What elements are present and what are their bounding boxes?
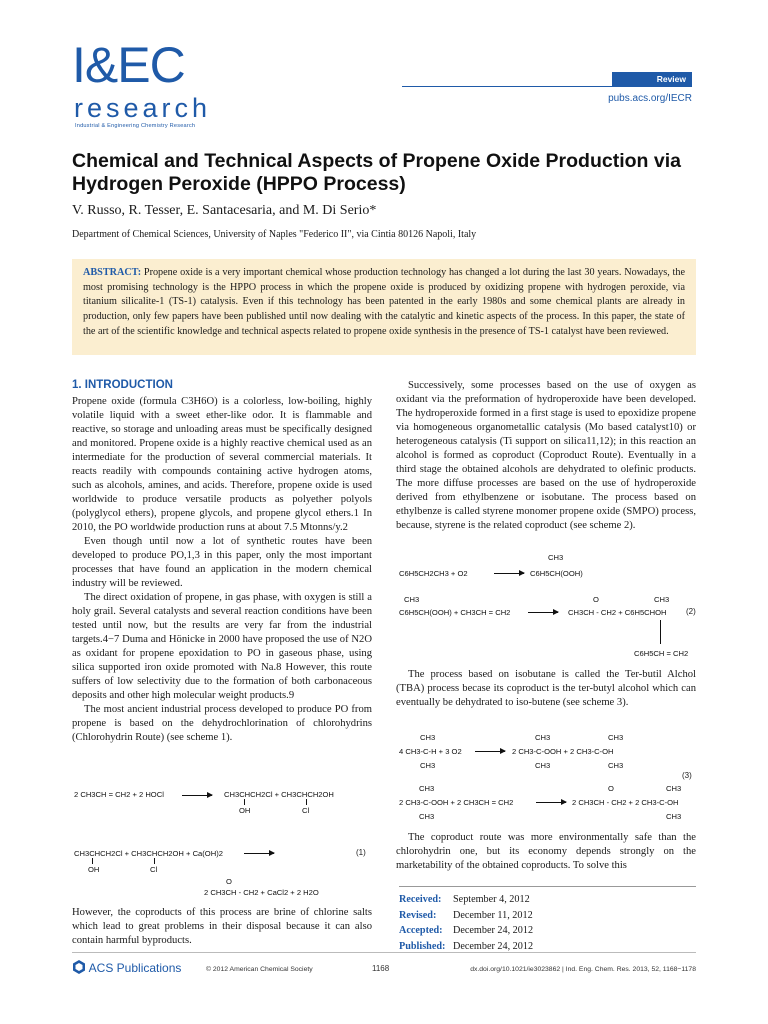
- reaction-arrow: [494, 573, 524, 574]
- received-label: Received:: [399, 894, 442, 905]
- journal-logo-research: research: [74, 93, 212, 123]
- scheme2-r1-top: CH3: [548, 553, 564, 562]
- scheme1-r1-cl: Cl: [302, 806, 310, 815]
- revised-label: Revised:: [399, 909, 437, 921]
- bond-line: [244, 799, 245, 805]
- paragraph: Successively, some processes based on the use of oxygen as oxidant via the preformation of hydroperoxide have been developed. The hydroperoxide formed in a first stage is used to epoxidize propene via homogeneous organometallic catalysis (Mo based catalyst10) or heterogeneous catalysis (Ti support on silica11,12); in this reaction an alcohol is formed as coproduct (Coproduct Route). Eventually in a third stage the obtained alcohols are dehydrated to olefinic products. The more diffuse processes are based on the use of hydroperoxide derived from ethylbenzene or isobutane. The process based on ethylbenze is called styrene monomer propene oxide (SMPO) process, because, styrene is the related coproduct (see scheme 2).: [396, 380, 696, 531]
- scheme1-epoxide-o: O: [226, 877, 232, 886]
- reaction-arrow: [528, 612, 558, 613]
- scheme3-r1-left: 4 CH3-C-H + 3 O2: [399, 747, 462, 756]
- scheme3-r2-left: 2 CH3-C-OOH + 2 CH3CH = CH2: [399, 798, 514, 807]
- bond-line: [154, 858, 155, 864]
- paragraph: Even though until now a lot of synthetic routes have been developed to produce PO,1,3 in this paper, only the most important processes that have found an application in the modern chemical industry will be reviewed.: [72, 536, 372, 589]
- abstract-box: [72, 259, 696, 355]
- scheme3-bot1: CH3: [420, 761, 436, 770]
- right-column: [396, 379, 696, 533]
- publisher-name: ACS Publications: [88, 961, 182, 975]
- scheme3-top2: CH3: [535, 733, 551, 742]
- scheme3-r2-bot1: CH3: [419, 812, 435, 821]
- reaction-arrow: [182, 795, 212, 796]
- journal-logo-subtitle: Industrial & Engineering Chemistry Research: [75, 123, 196, 129]
- dates-rule: [399, 886, 696, 887]
- scheme-number: (1): [356, 848, 366, 857]
- scheme3-r2-top1: CH3: [419, 784, 435, 793]
- scheme1-r1-left: 2 CH3CH = CH2 + 2 HOCl: [74, 790, 164, 799]
- paragraph: Propene oxide (formula C3H6O) is a colorless, low-boiling, highly volatile liquid with a sweet ether-like odor. It is flammable and reactive, so storage and unloading areas must be specifically designed and monitored. Propene oxide is a highly reactive chemical used as an intermediate for the production of several commercial materials. It reacts readily with compounds containing active hydrogen atoms, such as alcohols, amines, and acids. Therefore, propene oxide is used worldwide to produce versatile products as polyether polyols (polyglycol ethers), propene glycols, and propene glycol ethers.1 In 2010, the PO worldwide production runs at about 7.5 Mtonns/y.2: [72, 396, 372, 533]
- review-badge: Review: [612, 72, 692, 86]
- scheme1-r1-right: CH3CHCH2Cl + CH3CHCH2OH: [224, 790, 334, 799]
- acs-hexagon-icon: [72, 960, 86, 974]
- journal-url[interactable]: pubs.acs.org/IECR: [608, 93, 692, 104]
- bond-line: [660, 620, 661, 644]
- scheme2-r2-top-right: CH3: [654, 595, 670, 604]
- paragraph: The most ancient industrial process developed to produce PO from propene is based on the dehydrochlorination of chlorohydrins (Chlorohydrin Route) (see scheme 1).: [72, 704, 372, 743]
- doi-citation[interactable]: dx.doi.org/10.1021/ie3023862 | Ind. Eng. Chem. Res. 2013, 52, 1168−1178: [470, 966, 696, 973]
- article-dates: [399, 892, 533, 954]
- left-column-tail: [72, 906, 372, 948]
- page-number: 1168: [372, 964, 390, 973]
- paragraph: The direct oxidation of propene, in gas phase, with oxygen is still a holy grail. Several catalysts and several reaction conditions have been tested until now, but the results are very far from the industrial targets.4−7 Duma and Hönicke in 2000 have proposed the use of N2O as oxidant for propene epoxidation to PO in gaseous phase, using silica supported iron oxide promoted with Na.8 However, this route suffers of low selectivity due to the formation of both carbonaceous deposits and other high molecular weight products.9: [72, 592, 372, 701]
- accepted-label: Accepted:: [399, 925, 443, 936]
- scheme3-top1: CH3: [420, 733, 436, 742]
- journal-logo: I&EC: [72, 37, 185, 93]
- header-rule: [402, 86, 692, 87]
- scheme3-bot3: CH3: [608, 761, 624, 770]
- scheme3-bot2: CH3: [535, 761, 551, 770]
- scheme1-r2-right: 2 CH3CH - CH2 + CaCl2 + 2 H2O: [204, 888, 319, 897]
- scheme2-r1-left: C6H5CH2CH3 + O2: [399, 569, 468, 578]
- scheme1-r2-cl: Cl: [150, 865, 158, 874]
- reaction-arrow: [244, 853, 274, 854]
- scheme2-r2-top: CH3: [404, 595, 420, 604]
- abstract-label: ABSTRACT:: [83, 267, 142, 278]
- published-label: Published:: [399, 940, 446, 952]
- article-title: Chemical and Technical Aspects of Propene Oxide Production via Hydrogen Peroxide (HPPO Process): [72, 150, 681, 195]
- bond-line: [92, 858, 93, 864]
- reaction-arrow: [536, 802, 566, 803]
- accepted-date: December 24, 2012: [453, 925, 534, 936]
- authors: V. Russo, R. Tesser, E. Santacesaria, and M. Di Serio*: [72, 203, 377, 218]
- scheme-number: (3): [682, 771, 692, 780]
- left-column: [72, 395, 372, 745]
- acs-publications-logo: [72, 960, 181, 975]
- abstract-text: Propene oxide is a very important chemical whose production technology has changed a lot during the last 30 years. Nowadays, the most promising technology is the HPPO process in which the propene oxide is produced by oxidizing propene with hydrogen peroxide, via titanium silicalite-1 (TS-1) catalysis. Even if this technology has been patented in the early 1980s and some chemical plants are already in production, only few papers have been published until now dealing with the catalytic and kinetic aspects of the process. In this paper, the state of the art of the scientific knowledge and technical aspects related to propene oxide synthesis in the presence of TS-1 catalyst have been reviewed.: [83, 267, 685, 337]
- scheme1-r2-left: CH3CHCH2Cl + CH3CHCH2OH + Ca(OH)2: [74, 849, 223, 858]
- scheme2-r3: C6H5CH = CH2: [634, 649, 689, 658]
- reaction-arrow: [475, 751, 505, 752]
- footer-rule: [72, 952, 696, 953]
- scheme3-r2-top2: CH3: [666, 784, 682, 793]
- scheme2-r1-right: C6H5CH(OOH): [530, 569, 583, 578]
- copyright: © 2012 American Chemical Society: [206, 966, 313, 973]
- right-column-mid: [396, 668, 696, 710]
- scheme3-top3: CH3: [608, 733, 624, 742]
- scheme2-r2-right: CH3CH - CH2 + C6H5CHOH: [568, 608, 667, 617]
- affiliation: Department of Chemical Sciences, University of Naples "Federico II", via Cintia 80126 Napoli, Italy: [72, 229, 477, 240]
- revised-date: December 11, 2012: [453, 909, 533, 921]
- section-heading: 1. INTRODUCTION: [72, 379, 173, 391]
- published-date: December 24, 2012: [453, 940, 534, 952]
- paragraph: The coproduct route was more environmentally safe than the chlorohydrin one, but its economy depends strongly on the marketability of the obtained coproducts. To solve this: [396, 832, 696, 871]
- paragraph: However, the coproducts of this process are brine of chlorine salts which lead to great problems in their disposal because it can also contain harmful byproducts.: [72, 907, 372, 946]
- scheme1-r1-oh: OH: [239, 806, 251, 815]
- scheme2-r2-o: O: [593, 595, 599, 604]
- scheme-number: (2): [686, 607, 696, 616]
- scheme3-r2-o: O: [608, 784, 614, 793]
- scheme3-r1-mid: 2 CH3-C-OOH + 2 CH3-C-OH: [512, 747, 614, 756]
- scheme3-r2-right: 2 CH3CH - CH2 + 2 CH3-C-OH: [572, 798, 679, 807]
- bond-line: [306, 799, 307, 805]
- right-column-tail: [396, 831, 696, 873]
- received-date: September 4, 2012: [453, 894, 530, 905]
- scheme1-r2-oh: OH: [88, 865, 100, 874]
- scheme3-r2-bot2: CH3: [666, 812, 682, 821]
- paragraph: The process based on isobutane is called the Ter-butil Alchol (TBA) process becase its coproduct is the ter-butyl alcohol which can eventually be dehydrated to iso-butene (see scheme 3).: [396, 669, 696, 708]
- scheme2-r2-left: C6H5CH(OOH) + CH3CH = CH2: [399, 608, 511, 617]
